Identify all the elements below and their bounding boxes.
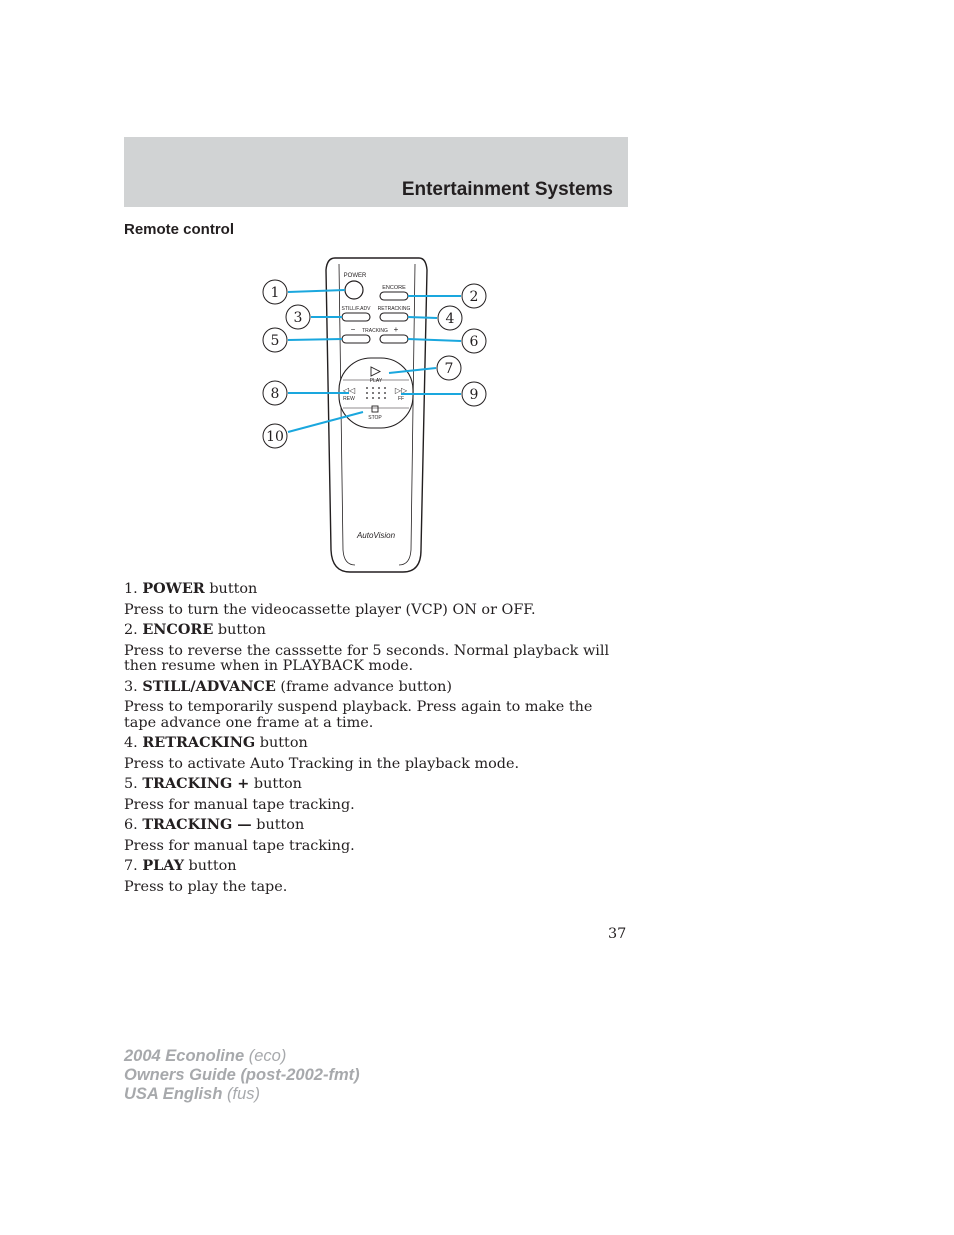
item-name: POWER: [142, 580, 205, 597]
rew-icon: ◁◁: [342, 386, 356, 395]
callout-1: [263, 280, 287, 304]
retracking-button: [380, 313, 408, 321]
item-name: TRACKING +: [142, 775, 250, 792]
subsection-title: Remote control: [124, 221, 235, 238]
svg-text:1: 1: [270, 285, 280, 301]
still-adv-button-label: STILL/F.ADV: [341, 306, 371, 312]
tracking-minus-button: [342, 335, 370, 343]
item-description: Press for manual tape tracking.: [124, 796, 355, 813]
section-header-bar: [124, 137, 628, 207]
item-name: RETRACKING: [142, 734, 256, 751]
item-name: PLAY: [142, 857, 184, 874]
callout-6: [462, 329, 486, 353]
item-description: Press to reverse the casssette for 5 seconds. Normal playback will then resume when in PLAYBACK mode.: [124, 642, 610, 674]
item-description: Press to temporarily suspend playback. Press again to make the tape advance one frame at a time.: [124, 699, 593, 731]
callout-10: [263, 424, 287, 448]
list-item: 3. STILL/ADVANCE (frame advance button) Press to temporarily suspend playback. Press again to make the tape advance one frame at a time.: [124, 679, 624, 732]
ff-icon: ▷▷: [394, 386, 408, 395]
list-item: 2. ENCORE button Press to reverse the casssette for 5 seconds. Normal playback will then resume when in PLAYBACK mode.: [124, 622, 624, 675]
item-name: TRACKING —: [142, 816, 252, 833]
callout-4: [438, 306, 462, 330]
item-description: Press for manual tape tracking.: [124, 837, 355, 854]
power-button: [345, 281, 363, 299]
svg-text:6: 6: [469, 334, 479, 350]
play-button-label: PLAY: [369, 378, 383, 384]
item-name: STILL/ADVANCE: [142, 677, 276, 695]
item-name: ENCORE: [142, 621, 214, 638]
callout-3: [286, 305, 310, 329]
page-number: 37: [608, 926, 627, 942]
tracking-label: TRACKING: [362, 328, 388, 334]
callout-9: [462, 382, 486, 406]
callout-2: [462, 284, 486, 308]
list-item: 5. TRACKING + button Press for manual tape tracking.: [124, 776, 624, 813]
item-description: Press to activate Auto Tracking in the playback mode.: [124, 755, 520, 772]
brand-logo-label: AutoVision: [356, 531, 396, 540]
button-descriptions: [124, 581, 624, 899]
list-item: 6. TRACKING — button Press for manual tape tracking.: [124, 817, 624, 854]
svg-text:10: 10: [266, 429, 284, 445]
list-item: 7. PLAY button Press to play the tape.: [124, 858, 624, 895]
document-footer: 2004 Econoline (eco) Owners Guide (post-2002-fmt) USA English (fus): [124, 1047, 360, 1103]
svg-text:3: 3: [293, 310, 303, 326]
encore-button-label: ENCORE: [382, 285, 406, 291]
stop-button-label: STOP: [368, 415, 382, 421]
tracking-plus-button: [380, 335, 408, 343]
rew-button-label: REW: [343, 396, 355, 402]
svg-text:4: 4: [445, 311, 455, 327]
svg-text:7: 7: [444, 361, 454, 377]
list-item: 4. RETRACKING button Press to activate Auto Tracking in the playback mode.: [124, 735, 624, 772]
callout-7: [437, 356, 461, 380]
power-button-label: POWER: [343, 273, 367, 279]
remote-control-illustration: [255, 250, 495, 580]
callout-8: [263, 381, 287, 405]
item-description: Press to turn the videocassette player (VCP) ON or OFF.: [124, 601, 536, 618]
section-title: Entertainment Systems: [401, 179, 613, 200]
svg-text:2: 2: [469, 289, 479, 305]
retracking-button-label: RETRACKING: [377, 306, 411, 312]
encore-button: [380, 292, 408, 300]
tracking-plus-label: +: [393, 325, 399, 334]
still-adv-button: [342, 313, 370, 321]
svg-text:5: 5: [270, 333, 280, 349]
item-description: Press to play the tape.: [124, 878, 288, 895]
svg-text:8: 8: [270, 386, 280, 402]
tracking-minus-label: −: [350, 325, 356, 334]
callout-5: [263, 328, 287, 352]
ff-button-label: FF: [397, 396, 405, 402]
list-item: 1. POWER button Press to turn the videocassette player (VCP) ON or OFF.: [124, 581, 624, 618]
svg-text:9: 9: [469, 387, 479, 403]
